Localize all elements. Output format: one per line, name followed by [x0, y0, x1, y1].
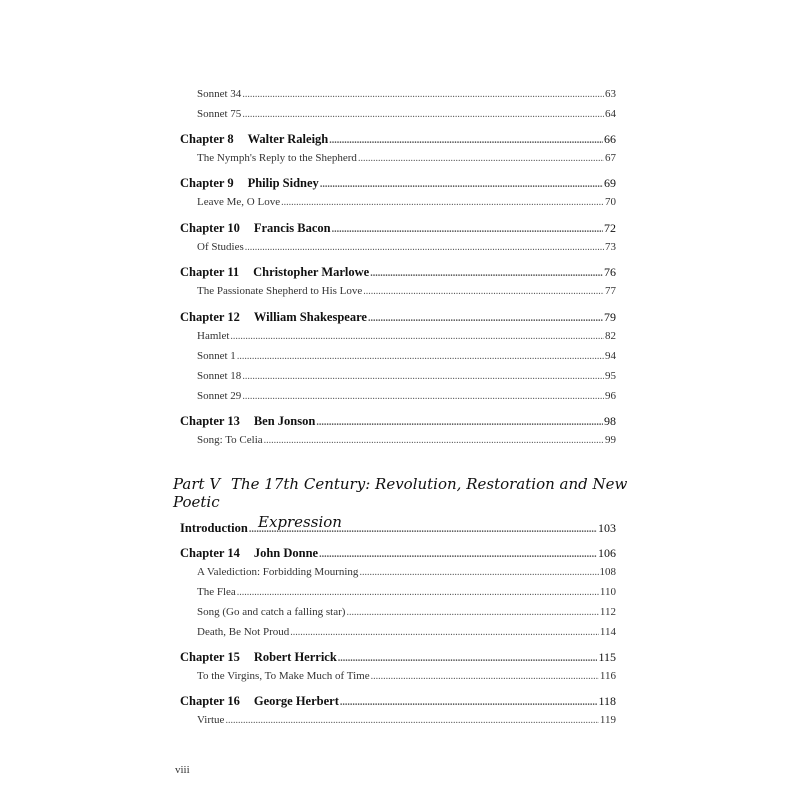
toc-chapter-row [180, 176, 616, 191]
dot-leader [368, 313, 603, 324]
dot-leader [363, 286, 604, 297]
dot-leader [237, 587, 599, 598]
chapter-number: Chapter 16 [180, 694, 240, 708]
toc-chapter-row [180, 521, 616, 536]
dot-leader [245, 242, 604, 253]
page-number: 66 [604, 132, 616, 146]
entry-title: To the Virgins, To Make Much of Time [197, 670, 370, 682]
page-number: 119 [599, 714, 616, 726]
toc-entry-row [197, 241, 616, 253]
page-number: 76 [604, 265, 616, 279]
chapter-heading [180, 265, 369, 280]
page-number: 114 [599, 626, 616, 638]
chapter-number: Chapter 11 [180, 265, 240, 279]
toc-entry-row [197, 196, 616, 208]
toc-chapter-row [180, 414, 616, 429]
entry-title: Song (Go and catch a falling star) [197, 606, 346, 618]
toc-entry-row [197, 606, 616, 618]
toc-entry-row [197, 370, 616, 382]
chapter-author: Christopher Marlowe [253, 265, 370, 279]
dot-leader [338, 653, 598, 664]
toc-entry-row [197, 330, 616, 342]
toc-chapter-row [180, 694, 616, 709]
chapter-author: William Shakespeare [253, 310, 367, 324]
page-number: 73 [605, 241, 616, 253]
page-number: 99 [605, 434, 616, 446]
entry-title: Leave Me, O Love [197, 196, 281, 208]
page-number: 96 [605, 390, 616, 402]
dot-leader [242, 371, 604, 382]
page-number: 115 [598, 650, 616, 664]
page-number: 95 [605, 370, 616, 382]
chapter-author: John Donne [253, 546, 319, 560]
dot-leader [249, 524, 597, 535]
chapter-number: Chapter 15 [180, 650, 240, 664]
chapter-heading [180, 310, 367, 325]
entry-title: Sonnet 18 [197, 370, 242, 382]
entry-title: Sonnet 34 [197, 88, 242, 100]
chapter-number: Chapter 9 [180, 176, 234, 190]
entry-title: Song: To Celia [197, 434, 263, 446]
chapter-heading [180, 546, 318, 561]
entry-title: Sonnet 75 [197, 108, 242, 120]
page-number: 70 [605, 196, 616, 208]
page-number: 69 [604, 176, 616, 190]
toc-entry-row [197, 586, 616, 598]
toc-entry-row [197, 566, 616, 578]
page-number: 63 [605, 88, 616, 100]
chapter-number: Introduction [180, 521, 248, 535]
dot-leader [281, 197, 604, 208]
toc-chapter-row [180, 132, 616, 147]
toc-entry-row [197, 626, 616, 638]
chapter-heading [180, 521, 248, 536]
toc-entry-row [197, 152, 616, 164]
chapter-heading [180, 650, 337, 665]
dot-leader [329, 135, 603, 146]
part-title-line2: Expression [258, 513, 342, 531]
part-title-line1: The 17th Century: Revolution, Restoration and New Poetic [173, 475, 628, 511]
dot-leader [359, 567, 598, 578]
toc-chapter-row [180, 650, 616, 665]
chapter-heading [180, 132, 328, 147]
dot-leader [242, 109, 604, 120]
dot-leader [225, 715, 598, 726]
toc-entry-row [197, 390, 616, 402]
dot-leader [316, 417, 603, 428]
page-number: 64 [605, 108, 616, 120]
page-number: 67 [605, 152, 616, 164]
chapter-author: Francis Bacon [253, 221, 331, 235]
dot-leader [242, 89, 604, 100]
toc-entry-row [197, 108, 616, 120]
toc-entry-row [197, 434, 616, 446]
dot-leader [332, 224, 603, 235]
page-number: 79 [604, 310, 616, 324]
dot-leader [237, 351, 604, 362]
chapter-author: Walter Raleigh [247, 132, 329, 146]
chapter-heading [180, 176, 319, 191]
toc-entry-row [197, 285, 616, 297]
dot-leader [346, 607, 598, 618]
dot-leader [358, 153, 604, 164]
page-number: 106 [598, 546, 616, 560]
toc-chapter-row [180, 221, 616, 236]
chapter-number: Chapter 8 [180, 132, 234, 146]
chapter-author: George Herbert [253, 694, 339, 708]
entry-title: Hamlet [197, 330, 230, 342]
dot-leader [290, 627, 599, 638]
page-number: 118 [598, 694, 616, 708]
dot-leader [320, 179, 603, 190]
dot-leader [242, 391, 604, 402]
toc-entry-row [197, 714, 616, 726]
entry-title: A Valediction: Forbidding Mourning [197, 566, 359, 578]
dot-leader [371, 671, 599, 682]
toc-entry-row [197, 88, 616, 100]
chapter-heading [180, 221, 331, 236]
page-number: 72 [604, 221, 616, 235]
chapter-number: Chapter 12 [180, 310, 240, 324]
part-label: Part V [173, 475, 221, 493]
chapter-author: Ben Jonson [253, 414, 316, 428]
entry-title: Sonnet 1 [197, 350, 236, 362]
dot-leader [340, 697, 598, 708]
page-number: 110 [599, 586, 616, 598]
chapter-heading [180, 694, 339, 709]
toc-chapter-row [180, 310, 616, 325]
chapter-number: Chapter 13 [180, 414, 240, 428]
toc-chapter-row [180, 265, 616, 280]
toc-chapter-row [180, 546, 616, 561]
entry-title: Sonnet 29 [197, 390, 242, 402]
entry-title: The Flea [197, 586, 236, 598]
chapter-heading [180, 414, 315, 429]
page-number: 116 [599, 670, 616, 682]
toc-entry-row [197, 670, 616, 682]
chapter-number: Chapter 10 [180, 221, 240, 235]
chapter-number: Chapter 14 [180, 546, 240, 560]
page-number: 94 [605, 350, 616, 362]
entry-title: Death, Be Not Proud [197, 626, 290, 638]
dot-leader [370, 268, 603, 279]
page-number: 103 [598, 521, 616, 535]
page-number: 82 [605, 330, 616, 342]
chapter-author: Robert Herrick [253, 650, 337, 664]
page-number: 112 [599, 606, 616, 618]
chapter-author: Philip Sidney [247, 176, 319, 190]
entry-title: Of Studies [197, 241, 244, 253]
dot-leader [319, 549, 597, 560]
toc-entry-row [197, 350, 616, 362]
page-number: 77 [605, 285, 616, 297]
entry-title: Virtue [197, 714, 225, 726]
footer-page-number: viii [175, 764, 190, 776]
page-number: 98 [604, 414, 616, 428]
entry-title: The Passionate Shepherd to His Love [197, 285, 363, 297]
page-number: 108 [599, 566, 616, 578]
dot-leader [264, 435, 604, 446]
entry-title: The Nymph's Reply to the Shepherd [197, 152, 357, 164]
dot-leader [230, 331, 604, 342]
